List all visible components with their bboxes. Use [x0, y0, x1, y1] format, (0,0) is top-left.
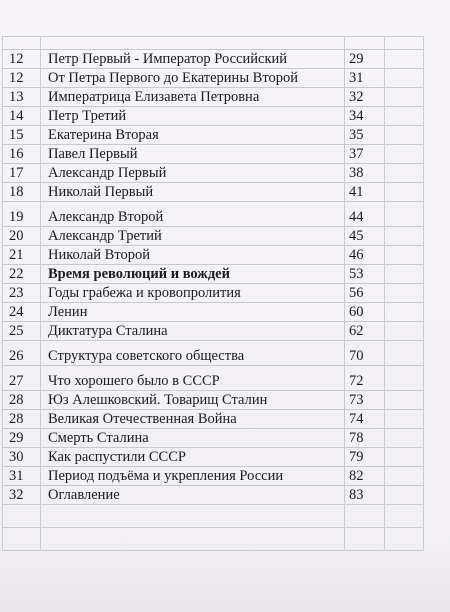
- table-row: [3, 341, 424, 366]
- table-row: [3, 505, 424, 528]
- table-row: [3, 429, 424, 448]
- chapter-title: Петр Первый - Император Российский: [41, 50, 345, 69]
- chapter-number: 23: [3, 284, 41, 303]
- table-row: [3, 37, 424, 50]
- page-number: 46: [345, 246, 385, 265]
- page-number: 62: [345, 322, 385, 341]
- chapter-number: 19: [3, 202, 41, 227]
- page-number: 44: [345, 202, 385, 227]
- chapter-title: Николай Первый: [41, 183, 345, 202]
- chapter-title: Годы грабежа и кровопролития: [41, 284, 345, 303]
- table-row: [3, 202, 424, 227]
- table-row: [3, 107, 424, 126]
- page-number: 73: [345, 391, 385, 410]
- page-number: 34: [345, 107, 385, 126]
- chapter-title: Великая Отечественная Война: [41, 410, 345, 429]
- chapter-title: Императрица Елизавета Петровна: [41, 88, 345, 107]
- chapter-title: Александр Третий: [41, 227, 345, 246]
- chapter-title: Александр Второй: [41, 202, 345, 227]
- table-row: [3, 145, 424, 164]
- page-number: 60: [345, 303, 385, 322]
- chapter-number: 22: [3, 265, 41, 284]
- page-number: 70: [345, 341, 385, 366]
- table-row: [3, 303, 424, 322]
- table-row: [3, 391, 424, 410]
- table-row: [3, 366, 424, 391]
- page-number: 53: [345, 265, 385, 284]
- chapter-number: 25: [3, 322, 41, 341]
- page-number: 37: [345, 145, 385, 164]
- chapter-number: 18: [3, 183, 41, 202]
- chapter-number: 16: [3, 145, 41, 164]
- chapter-title: Александр Первый: [41, 164, 345, 183]
- page-number: 83: [345, 486, 385, 505]
- page-number: 79: [345, 448, 385, 467]
- chapter-number: 28: [3, 391, 41, 410]
- page-number: 38: [345, 164, 385, 183]
- chapter-number: 32: [3, 486, 41, 505]
- table-row: [3, 486, 424, 505]
- chapter-title: Смерть Сталина: [41, 429, 345, 448]
- chapter-title: Оглавление: [41, 486, 345, 505]
- page-number: 74: [345, 410, 385, 429]
- chapter-number: 13: [3, 88, 41, 107]
- table-row: [3, 284, 424, 303]
- chapter-title: От Петра Первого до Екатерины Второй: [41, 69, 345, 88]
- page-number: 32: [345, 88, 385, 107]
- table-row: [3, 448, 424, 467]
- chapter-title: Период подъёма и укрепления России: [41, 467, 345, 486]
- chapter-number: 21: [3, 246, 41, 265]
- chapter-number: 28: [3, 410, 41, 429]
- chapter-number: 31: [3, 467, 41, 486]
- chapter-number: 26: [3, 341, 41, 366]
- table-row: [3, 126, 424, 145]
- chapter-title: Юз Алешковский. Товарищ Сталин: [41, 391, 345, 410]
- page-number: 35: [345, 126, 385, 145]
- chapter-title: Время революций и вождей: [41, 265, 345, 284]
- chapter-title: Как распустили СССР: [41, 448, 345, 467]
- table-row: [3, 88, 424, 107]
- chapter-number: 12: [3, 69, 41, 88]
- page-number: 31: [345, 69, 385, 88]
- table-row: [3, 227, 424, 246]
- page-number: 78: [345, 429, 385, 448]
- table-row: [3, 265, 424, 284]
- chapter-title: Структура советского общества: [41, 341, 345, 366]
- chapter-title: Николай Второй: [41, 246, 345, 265]
- table-row: [3, 164, 424, 183]
- page-number: 72: [345, 366, 385, 391]
- chapter-number: 14: [3, 107, 41, 126]
- chapter-number: 12: [3, 50, 41, 69]
- chapter-number: 15: [3, 126, 41, 145]
- table-row: [3, 322, 424, 341]
- page-number: 29: [345, 50, 385, 69]
- chapter-title: Павел Первый: [41, 145, 345, 164]
- chapter-title: Что хорошего было в СССР: [41, 366, 345, 391]
- chapter-number: 24: [3, 303, 41, 322]
- table-row: [3, 69, 424, 88]
- chapter-title: Петр Третий: [41, 107, 345, 126]
- chapter-title: Диктатура Сталина: [41, 322, 345, 341]
- table-row: [3, 183, 424, 202]
- chapter-title: Екатерина Вторая: [41, 126, 345, 145]
- chapter-number: 30: [3, 448, 41, 467]
- page-number: 41: [345, 183, 385, 202]
- page-number: 82: [345, 467, 385, 486]
- table-row: [3, 50, 424, 69]
- chapter-number: 17: [3, 164, 41, 183]
- chapter-number: 20: [3, 227, 41, 246]
- page-number: 45: [345, 227, 385, 246]
- table-row: [3, 246, 424, 265]
- chapter-title: Ленин: [41, 303, 345, 322]
- table-row: [3, 528, 424, 551]
- table-row: [3, 410, 424, 429]
- page-number: 56: [345, 284, 385, 303]
- chapter-number: 29: [3, 429, 41, 448]
- table-row: [3, 467, 424, 486]
- table-of-contents: [2, 36, 424, 551]
- chapter-number: 27: [3, 366, 41, 391]
